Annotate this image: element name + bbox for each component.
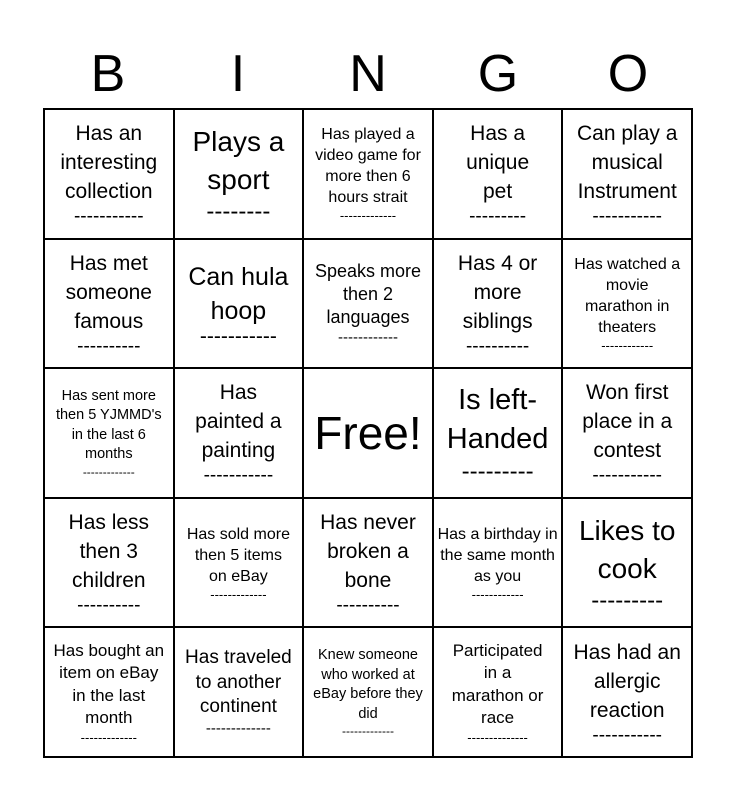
bingo-cell[interactable] [433,627,563,757]
cell-text: Has sent more then 5 YJMMD's in the last 6 months [55,387,162,463]
bingo-cell[interactable] [562,109,692,239]
cell-text: Has sold more then 5 items on eBay [186,525,290,585]
cell-dash-line: ------------- [210,586,267,602]
bingo-cell[interactable] [174,239,304,369]
cell-dash-line: ---------- [77,335,141,357]
cell-dash-line: ------------- [339,208,397,224]
bingo-cell[interactable] [562,239,692,369]
cell-dash-line: ---------- [465,335,530,357]
cell-dash-line: ----------- [592,465,662,487]
cell-dash-line: ------------- [80,729,137,745]
cell-text: Has watched a movie marathon in theaters [574,255,681,336]
bingo-cell[interactable] [303,239,433,369]
cell-text: Has bought an item on eBay in the last month [53,640,165,728]
bingo-cell[interactable] [44,498,174,628]
cell-dash-line: ----------- [199,325,277,349]
bingo-cell[interactable] [433,109,563,239]
cell-dash-line: ------------ [338,328,398,346]
cell-dash-line: --------- [591,586,664,614]
cell-dash-line: -------------- [467,729,528,745]
cell-dash-line: ----------- [592,206,662,228]
cell-text: Speaks more then 2 languages [314,260,422,327]
cell-text: Has 4 or more siblings [457,251,538,333]
header-letter-n: N [349,45,387,103]
bingo-cell[interactable] [303,627,433,757]
bingo-cell[interactable] [174,109,304,239]
cell-text: Is left-Handed [446,383,549,455]
cell-text: Has an interesting collection [60,122,158,204]
header-letter-o: O [607,45,649,103]
bingo-cell[interactable] [433,368,563,498]
cell-text: Plays a sport [192,125,285,195]
cell-text: Has had an allergic reaction [573,640,681,722]
bingo-cell[interactable] [562,627,692,757]
cell-text: Likes to cook [578,514,676,584]
bingo-board [43,108,693,758]
cell-dash-line: ---------- [336,595,400,617]
cell-dash-line: ----------- [203,465,274,487]
bingo-header [43,44,693,104]
cell-dash-line: ----------- [73,206,144,228]
cell-dash-line: ------------- [205,719,271,737]
header-letter-i: I [230,45,246,103]
free-space-label: Free! [314,406,422,459]
bingo-cell[interactable] [562,368,692,498]
cell-text: Can hula hoop [188,263,289,326]
cell-dash-line: --------- [469,206,527,228]
cell-text: Has played a video game for more then 6 hours strait [315,126,421,207]
bingo-cell[interactable] [174,368,304,498]
cell-text: Has a unique pet [466,122,530,204]
cell-dash-line: ------------ [471,586,524,602]
cell-dash-line: -------- [206,197,271,225]
cell-text: Has painted a painting [195,381,282,463]
bingo-cell[interactable] [174,498,304,628]
bingo-cell[interactable] [44,239,174,369]
bingo-cell[interactable] [303,109,433,239]
cell-text: Has traveled to another continent [185,647,292,718]
cell-text: Has less then 3 children [68,511,150,593]
cell-text: Can play a musical Instrument [576,122,678,204]
cell-dash-line: --------- [461,457,534,485]
cell-text: Knew someone who worked at eBay before they did [313,647,423,722]
bingo-cell[interactable] [174,627,304,757]
cell-text: Has never broken a bone [320,511,416,593]
bingo-cell[interactable] [562,498,692,628]
bingo-cell[interactable] [44,368,174,498]
cell-dash-line: ----------- [592,724,662,746]
bingo-cell[interactable] [303,498,433,628]
header-letter-g: G [477,45,519,103]
free-space-cell[interactable] [303,368,433,498]
cell-dash-line: ------------- [82,464,135,479]
bingo-cell[interactable] [44,109,174,239]
cell-text: Won first place in a contest [582,381,673,463]
cell-dash-line: ------------- [342,724,394,739]
cell-text: Participated in a marathon or race [451,640,544,728]
cell-dash-line: ------------ [601,337,654,353]
bingo-cell[interactable] [433,239,563,369]
bingo-cell[interactable] [433,498,563,628]
cell-text: Has met someone famous [65,251,152,333]
header-letter-b: B [90,45,126,103]
bingo-cell[interactable] [44,627,174,757]
cell-dash-line: ---------- [77,595,141,617]
cell-text: Has a birthday in the same month as you [437,525,558,585]
